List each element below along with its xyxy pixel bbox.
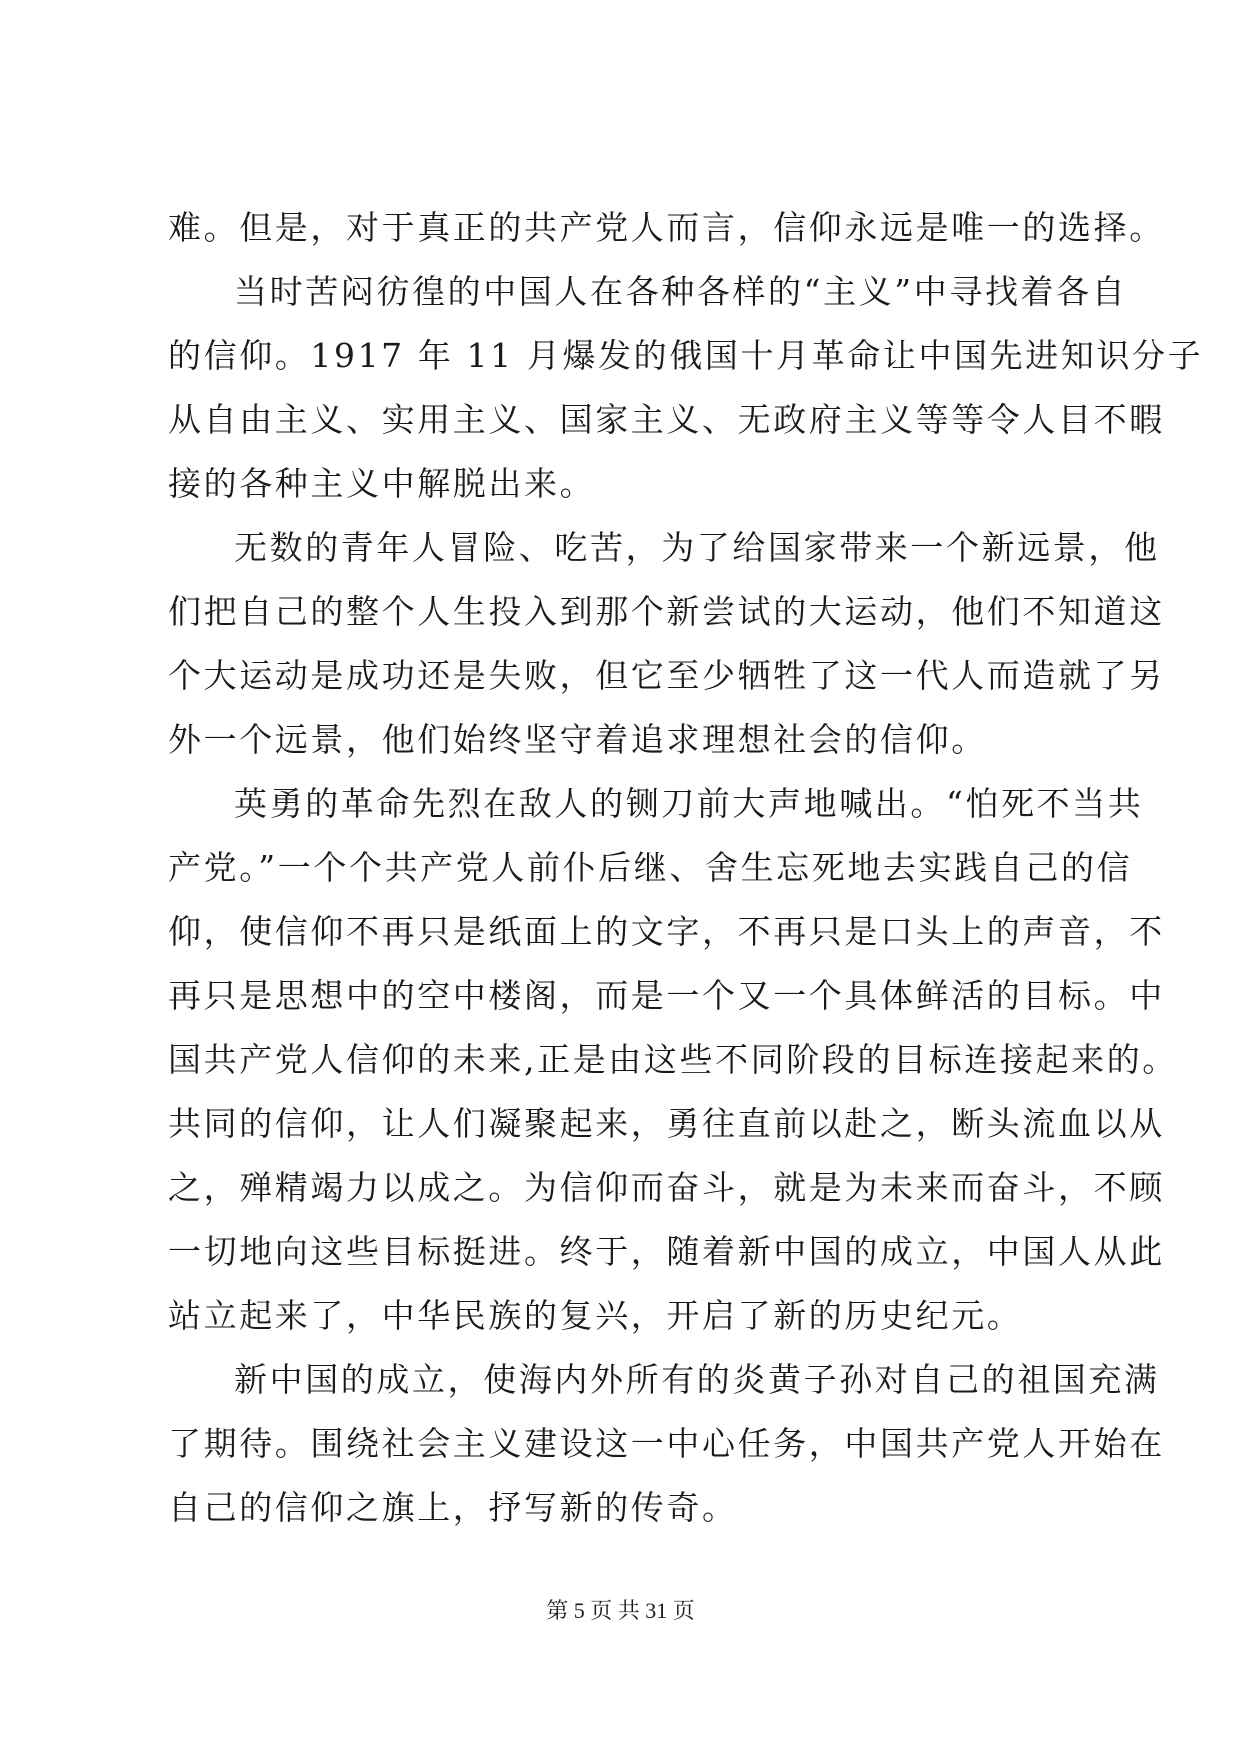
body-text <box>168 196 1204 1540</box>
text-line: 个大运动是成功还是失败，但它至少牺牲了这一代人而造就了另 <box>168 656 1165 695</box>
text-line: 产党。”一个个共产党人前仆后继、舍生忘死地去实践自己的信 <box>168 848 1133 887</box>
text-line: 的信仰。1917 年 11 月爆发的俄国十月革命让中国先进知识分子 <box>168 336 1204 375</box>
text-line: 外一个远景，他们始终坚守着追求理想社会的信仰。 <box>168 720 987 759</box>
text-line: 站立起来了，中华民族的复兴，开启了新的历史纪元。 <box>168 1296 1023 1335</box>
paragraph-start-line: 英勇的革命先烈在敌人的铡刀前大声地喊出。“怕死不当共 <box>234 784 1144 823</box>
paragraph-start-line: 无数的青年人冒险、吃苦，为了给国家带来一个新远景，他 <box>234 528 1160 567</box>
text-line: 仰，使信仰不再只是纸面上的文字，不再只是口头上的声音，不 <box>168 912 1165 951</box>
text-line: 难。但是，对于真正的共产党人而言，信仰永远是唯一的选择。 <box>168 208 1165 247</box>
paragraph-start-line: 新中国的成立，使海内外所有的炎黄子孙对自己的祖国充满 <box>234 1360 1160 1399</box>
paragraph-start-line: 当时苦闷彷徨的中国人在各种各样的“主义”中寻找着各自 <box>234 272 1128 311</box>
text-line: 共同的信仰，让人们凝聚起来，勇往直前以赴之，断头流血以从 <box>168 1104 1165 1143</box>
text-line: 之，殚精竭力以成之。为信仰而奋斗，就是为未来而奋斗，不顾 <box>168 1168 1165 1207</box>
text-line: 再只是思想中的空中楼阁，而是一个又一个具体鲜活的目标。中 <box>168 976 1165 1015</box>
text-line: 一切地向这些目标挺进。终于，随着新中国的成立，中国人从此 <box>168 1232 1165 1271</box>
text-line: 从自由主义、实用主义、国家主义、无政府主义等等令人目不暇 <box>168 400 1165 439</box>
text-line: 国共产党人信仰的未来,正是由这些不同阶段的目标连接起来的。 <box>168 1040 1178 1079</box>
text-line: 们把自己的整个人生投入到那个新尝试的大运动，他们不知道这 <box>168 592 1165 631</box>
text-line: 自己的信仰之旗上，抒写新的传奇。 <box>168 1488 738 1527</box>
text-line: 了期待。围绕社会主义建设这一中心任务，中国共产党人开始在 <box>168 1424 1165 1463</box>
text-line: 接的各种主义中解脱出来。 <box>168 464 596 503</box>
page-number-footer: 第 5 页 共 31 页 <box>546 1598 695 1623</box>
